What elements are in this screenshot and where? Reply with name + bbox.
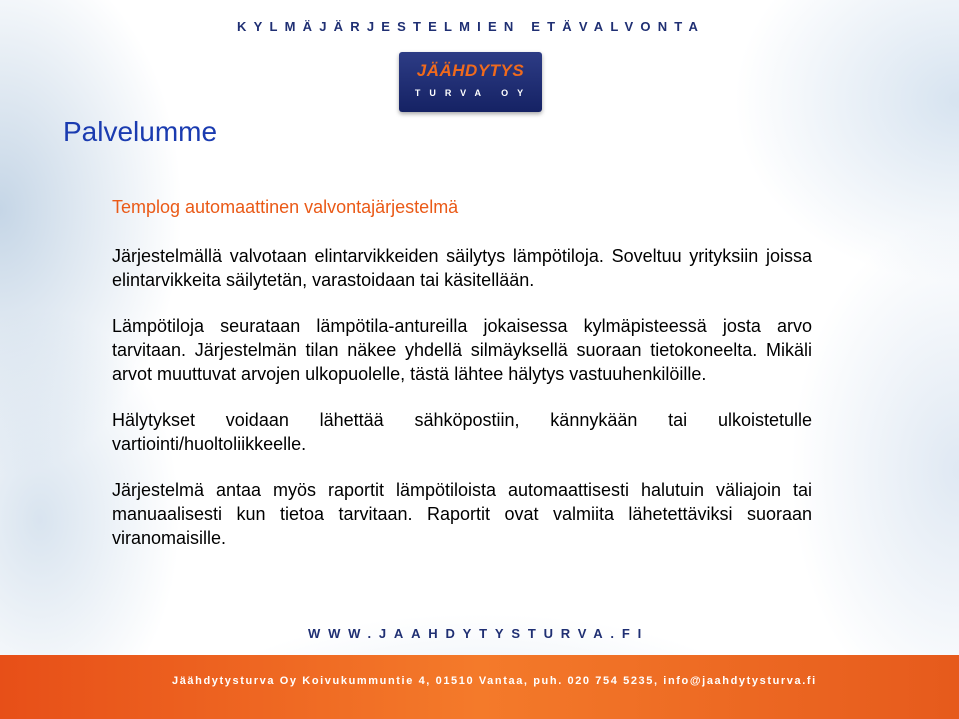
header-tagline: KYLMÄJÄRJESTELMIEN ETÄVALVONTA [237,19,706,34]
paragraph-2: Lämpötiloja seurataan lämpötila-antureilla jokaisessa kylmäpisteessä josta arvo tarvitaan. Järjestelmän tilan näkee yhdellä silmäyksellä suoraan tietokoneelta. Mikäli arvot muuttuvat arvojen ulkopuolelle, tästä lähtee hälytys vastuuhenkilöille. [112,316,812,384]
section-subtitle: Templog automaattinen valvontajärjestelmä [112,197,459,217]
paragraph-1: Järjestelmällä valvotaan elintarvikkeiden säilytys lämpötiloja. Soveltuu yrityksiin joissa elintarvikkeita säilytetän, varastoidaan tai käsitellään. [112,246,812,290]
page-title: Palvelumme [63,116,218,147]
company-logo[interactable] [399,52,542,112]
paragraph-4: Järjestelmä antaa myös raportit lämpötiloista automaattisesti halutuin väliajoin tai manuaalisesti kun tietoa tarvitaan. Raportit ovat valmiita lähetettäviksi suoraan viranomaisille. [112,480,812,548]
website-link[interactable]: WWW.JAAHDYTYSTURVA.FI [308,626,649,641]
logo-top-text: JÄÄHDYTYS [416,61,525,80]
paragraph-3: Hälytykset voidaan lähettää sähköpostiin, kännykään tai ulkoistetulle vartiointi/huoltoliikkeelle. [112,410,812,454]
content-body [112,244,812,572]
logo-bottom-text: TURVA OY [414,88,533,98]
footer-bar [0,655,959,719]
footer-contact-info: Jäähdytysturva Oy Koivukummuntie 4, 01510 Vantaa, puh. 020 754 5235, info@jaahdytysturva.fi [172,675,817,687]
